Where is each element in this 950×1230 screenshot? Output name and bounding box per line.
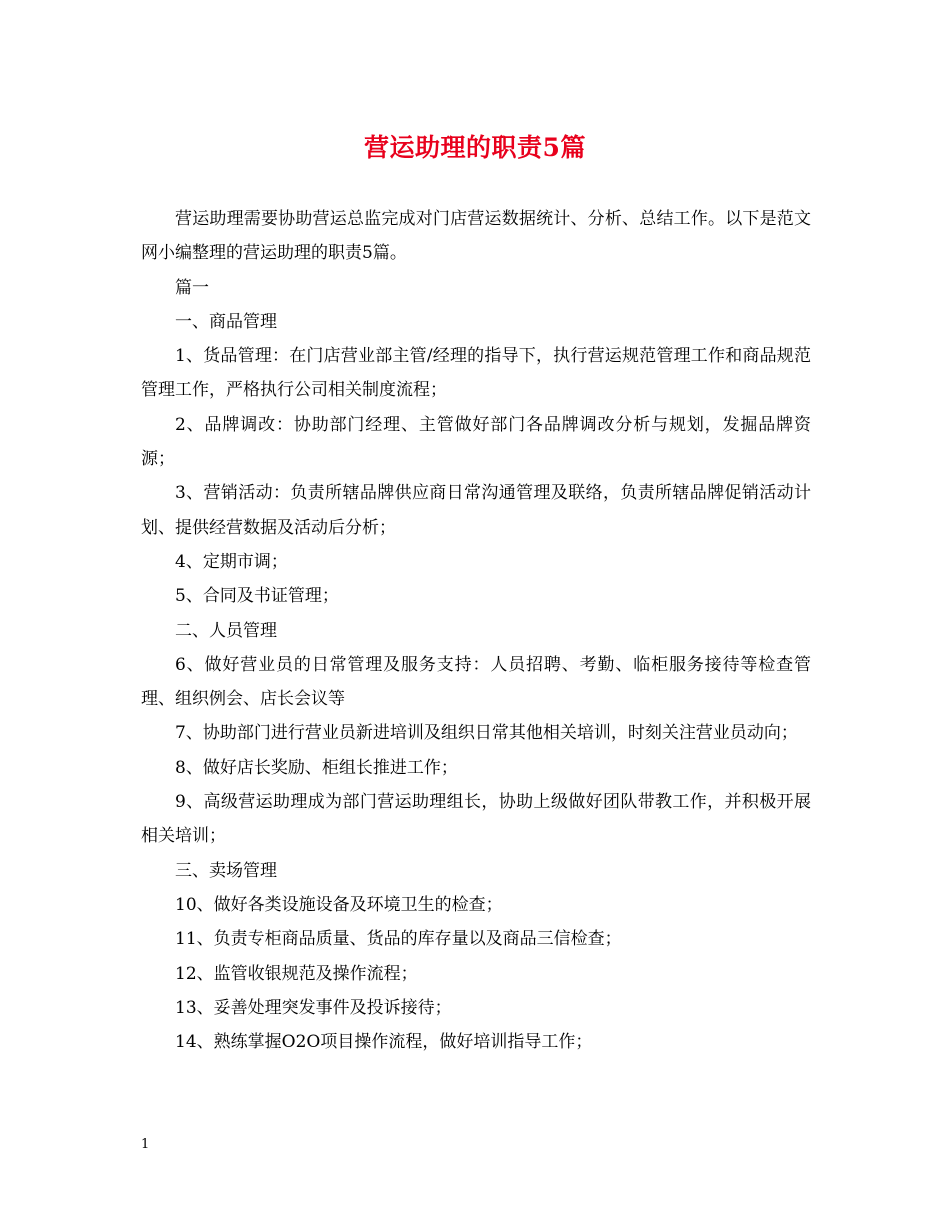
list-item: 2、品牌调改：协助部门经理、主管做好部门各品牌调改分析与规划，发掘品牌资源； xyxy=(141,414,811,470)
list-item: 11、负责专柜商品质量、货品的库存量以及商品三信检查； xyxy=(175,929,622,950)
list-item: 3、营销活动：负责所辖品牌供应商日常沟通管理及联络，负责所辖品牌促销活动计划、提供经营数据及活动后分析； xyxy=(141,483,811,538)
list-item: 5、合同及书证管理； xyxy=(175,586,339,607)
intro-paragraph: 营运助理需要协助营运总监完成对门店营运数据统计、分析、总结工作。以下是范文网小编整理的营运助理的职责5篇。 xyxy=(141,209,811,264)
list-item: 6、做好营业员的日常管理及服务支持：人员招聘、考勤、临柜服务接待等检查管理、组织例会、店长会议等 xyxy=(141,654,811,710)
section-heading-product-management: 一、商品管理 xyxy=(175,311,277,332)
list-item: 8、做好店长奖励、柜组长推进工作； xyxy=(175,757,458,778)
section-heading-staff-management: 二、人员管理 xyxy=(175,620,277,641)
section-heading-store-floor-management: 三、卖场管理 xyxy=(175,860,277,881)
list-item: 12、监管收银规范及操作流程； xyxy=(175,963,418,984)
document-title: 营运助理的职责5篇 xyxy=(364,133,586,162)
list-item: 1、货品管理：在门店营业部主管/经理的指导下，执行营运规范管理工作和商品规范管理工作，严格执行公司相关制度流程； xyxy=(141,346,811,401)
list-item: 7、协助部门进行营业员新进培训及组织日常其他相关培训，时刻关注营业员动向； xyxy=(175,723,798,744)
document-body xyxy=(141,202,811,1059)
list-item: 14、熟练掌握O2O项目操作流程，做好培训指导工作； xyxy=(175,1032,593,1053)
page-number: 1 xyxy=(141,1137,150,1152)
list-item: 10、做好各类设施设备及环境卫生的检查； xyxy=(175,894,503,915)
list-item: 13、妥善处理突发事件及投诉接待； xyxy=(175,997,452,1018)
section-heading-article-one: 篇一 xyxy=(175,277,209,298)
list-item: 9、高级营运助理成为部门营运助理组长，协助上级做好团队带教工作，并积极开展相关培训； xyxy=(141,792,811,847)
list-item: 4、定期市调； xyxy=(175,551,288,572)
